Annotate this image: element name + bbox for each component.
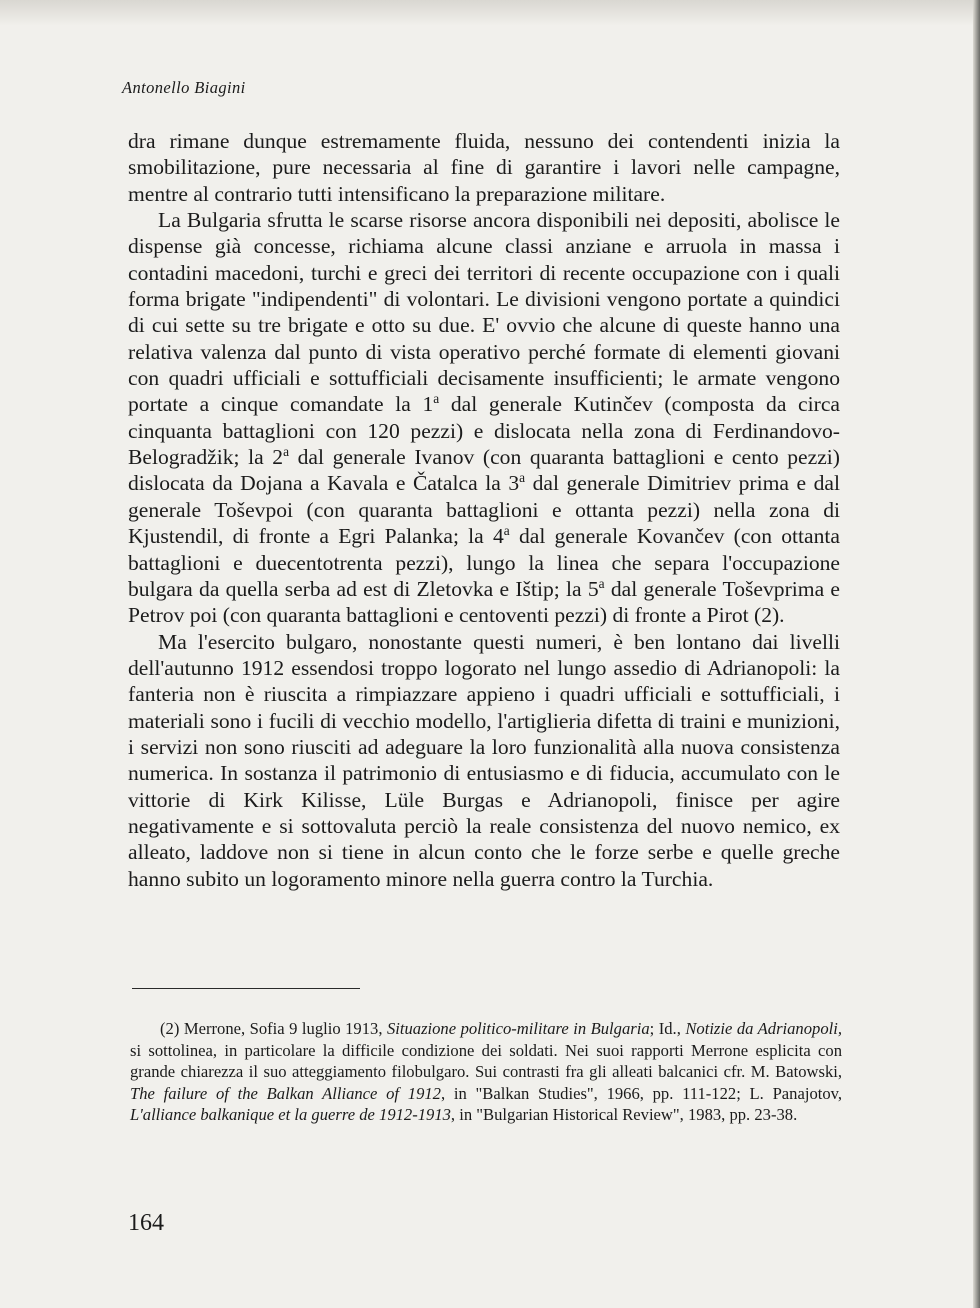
scan-top-shadow <box>0 0 980 26</box>
ordinal-superscript: a <box>283 444 290 460</box>
footnote-text-5: , in "Bulgarian Historical Review", 1983, pp. 23-38. <box>450 1105 798 1124</box>
paragraph-2-text-4: dal generale Dimitriev prima e dal generale Toševpoi (con quaranta battaglioni e ottanta pezzi) nella zona di Kjustendil, di fronte a Egri Palanka; la 4 <box>128 471 841 549</box>
ordinal-superscript: a <box>503 523 510 539</box>
footnote-title-2: Notizie da Adrianopoli, <box>685 1019 842 1038</box>
ordinal-superscript: a <box>519 470 526 486</box>
ordinal-superscript: a <box>598 575 605 591</box>
footnote-separator <box>132 988 360 989</box>
footnote-text-3: si sottolinea, in particolare la difficile condizione dei soldati. Nei suoi rapporti Merrone esplicita con grande chiarezza il suo atteggiamento filobulgaro. Sui contrasti fra gli alleati balcanici cfr. M. Batowski, <box>130 1040 842 1081</box>
footnote-title-1: Situazione politico-militare in Bulgaria <box>386 1019 650 1038</box>
paragraph-1: dra rimane dunque estremamente fluida, nessuno dei contendenti inizia la smobilitazione, pure necessaria al fine di garantire i lavori nelle campagne, mentre al contrario tutti intensificano la preparazione militare. <box>128 129 840 206</box>
footnote-text-2: ; Id., <box>649 1019 686 1038</box>
footnote-title-4: L'alliance balkanique et la guerre de 1912-1913 <box>130 1105 451 1124</box>
paragraph-2-text-6: dal generale Toševprima e Petrov poi (con quaranta battaglioni e centoventi pezzi) di fronte a Pirot (2). <box>128 576 841 628</box>
paragraph-2-text-5: dal generale Kovančev (con ottanta battaglioni e duecentotrenta pezzi), lungo la linea che separa l'occupazione bulgara da quella serba ad est di Zletovka e Ištip; la 5 <box>128 524 840 601</box>
paragraph-2 <box>128 207 840 629</box>
footnote-title-3: The failure of the Balkan Alliance of 1912 <box>130 1083 441 1103</box>
page-number: 164 <box>128 1210 164 1236</box>
ordinal-superscript: a <box>433 391 440 407</box>
paragraph-3: Ma l'esercito bulgaro, nonostante questi numeri, è ben lontano dai livelli dell'autunno 1912 essendosi troppo logorato nel lungo assedio di Adrianopoli: la fanteria non è riuscita a rimpiazzare appieno i quadri ufficiali e sottufficiali, i materiali sono i fucili di vecchio modello, l'artiglieria difetta di traini e munizioni, i servizi non sono riusciti ad adeguare la loro funzionalità alla nuova consistenza numerica. In sostanza il patrimonio di entusiasmo e di fiducia, accumulato con le vittorie di Kirk Kilisse, Lüle Burgas e Adrianopoli, finisce per agire negativamente e si sottovaluta perciò la reale consistenza del nuovo nemico, ex alleato, laddove non si tiene in alcun conto che le forze serbe e quelle greche hanno subito un logoramento minore nella guerra contro la Turchia. <box>128 629 840 891</box>
footnote-text-4: , in "Balkan Studies", 1966, pp. 111-122; L. Panajotov, <box>440 1083 843 1103</box>
footnote-text-1: Merrone, Sofia 9 luglio 1913, <box>179 1019 387 1038</box>
paragraph-2-text-1: La Bulgaria sfrutta le scarse risorse ancora disponibili nei depositi, abolisce le dispense già concesse, richiama alcune classi anziane e arruola in massa i contadini macedoni, turchi e greci dei territori di recente occupazione con i quali forma brigate "indipendenti" di volontari. Le divisioni vengono portate a quindici di cui sette su tre brigate e otto su due. E' ovvio che alcune di queste hanno una relativa valenza dal punto di vista operativo perché formate di elementi giovani con quadri ufficiali e sottufficiali decisamente insufficienti; le armate vengono portate a cinque comandate la 1 <box>128 208 840 417</box>
running-head-author: Antonello Biagini <box>122 78 246 97</box>
paragraph-2-text-3: dal generale Ivanov (con quaranta battaglioni e cento pezzi) dislocata da Dojana a Kavala e Čatalca la 3 <box>128 445 840 496</box>
page-edge-shadow <box>973 0 980 1308</box>
footnote-2 <box>130 1018 842 1126</box>
footnote-marker: (2) <box>160 1019 180 1038</box>
paragraph-2-text-2: dal generale Kutinčev (composta da circa cinquanta battaglioni con 120 pezzi) e dislocata nella zona di Ferdinandovo-Belogradžik; la 2 <box>128 392 840 470</box>
body-text <box>128 128 840 892</box>
